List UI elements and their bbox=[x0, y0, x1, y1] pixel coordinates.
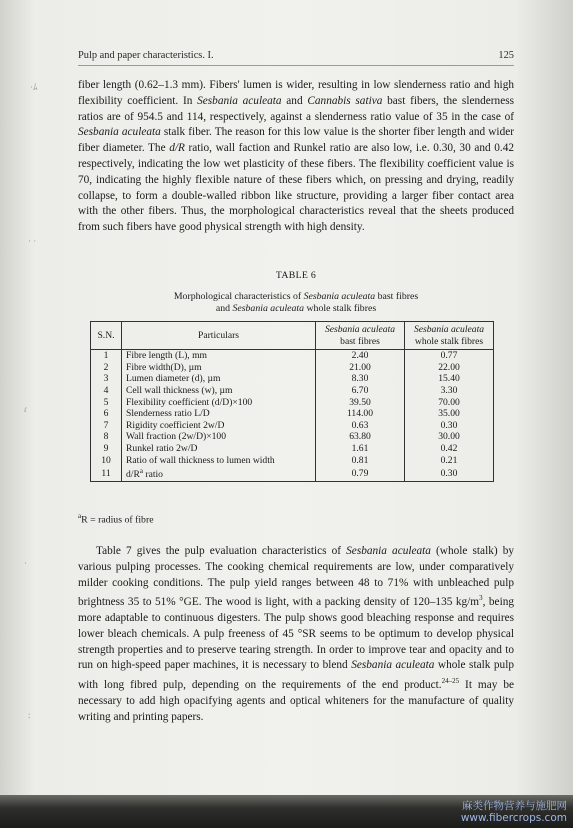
row-particular: Cell wall thickness (w), µm bbox=[122, 385, 316, 397]
row-sn: 1 bbox=[91, 350, 122, 362]
row-sn: 10 bbox=[91, 455, 122, 467]
header-rule bbox=[78, 65, 514, 66]
row-particular: Slenderness ratio L/D bbox=[122, 408, 316, 420]
scan-speck: ·ﾑ bbox=[30, 82, 38, 92]
table-row bbox=[91, 466, 494, 481]
row-stalk-value: 0.30 bbox=[405, 466, 494, 481]
table-row bbox=[91, 373, 494, 385]
row-bast-value: 21.00 bbox=[316, 362, 405, 374]
table-row bbox=[91, 455, 494, 467]
table-row bbox=[91, 443, 494, 455]
row-sn: 9 bbox=[91, 443, 122, 455]
row-stalk-value: 35.00 bbox=[405, 408, 494, 420]
row-bast-value: 0.81 bbox=[316, 455, 405, 467]
row-stalk-value: 22.00 bbox=[405, 362, 494, 374]
row-sn: 3 bbox=[91, 373, 122, 385]
table-number: TABLE 6 bbox=[275, 270, 317, 281]
scan-speck: · bbox=[24, 558, 27, 568]
row-sn: 2 bbox=[91, 362, 122, 374]
row-sn: 11 bbox=[91, 466, 122, 481]
scan-speck: · · bbox=[28, 236, 37, 246]
table-row bbox=[91, 397, 494, 409]
row-bast-value: 8.30 bbox=[316, 373, 405, 385]
table-row bbox=[91, 350, 494, 362]
scan-speck: ɾ bbox=[24, 404, 27, 414]
row-stalk-value: 0.77 bbox=[405, 350, 494, 362]
running-title: Pulp and paper characteristics. I. bbox=[78, 50, 214, 61]
row-particular: Flexibility coefficient (d/D)×100 bbox=[122, 397, 316, 409]
site-watermark: 麻类作物营养与施肥网 www.fibercrops.com bbox=[460, 800, 567, 824]
table-row bbox=[91, 362, 494, 374]
header-sn: S.N. bbox=[91, 322, 122, 350]
row-stalk-value: 30.00 bbox=[405, 431, 494, 443]
header-stalk: Sesbania aculeata whole stalk fibres bbox=[405, 322, 494, 350]
table-row bbox=[91, 420, 494, 432]
scan-speck: : bbox=[28, 710, 31, 720]
row-particular: Wall fraction (2w/D)×100 bbox=[122, 431, 316, 443]
body-paragraph-1: fiber length (0.62–1.3 mm). Fibers' lumen is wider, resulting in low slenderness ratio and high flexibility coefficient. In Sesbania aculeata and Cannabis sativa bast fibers, the slenderness ratios are of 954.5 and 114, respectively, against a slenderness ratio value of 35 in the case of Sesbania aculeata stalk fiber. The reason for this low value is the shorter fiber length and wider fiber diameter. The d/R ratio, wall faction and Runkel ratio are also low, i.e. 0.30, 30 and 0.42 respectively, indicating the low wet plasticity of these fibers. The flexibility coefficient value is 70, indicating the highly flexible nature of these fibers which, on pressing and drying, readily collapse, to form a double-walled ribbon like structure, providing a larger fiber contact area with the other fibers. Thus, the morphological characteristics reveal that the sheets produced from such fibers have good physical strength with high density. bbox=[78, 79, 515, 234]
header-bast: Sesbania aculeata bast fibres bbox=[316, 322, 405, 350]
table-row bbox=[91, 431, 494, 443]
row-particular: Lumen diameter (d), µm bbox=[122, 373, 316, 385]
header-particulars: Particulars bbox=[122, 322, 316, 350]
row-bast-value: 39.50 bbox=[316, 397, 405, 409]
row-stalk-value: 3.30 bbox=[405, 385, 494, 397]
table-footnote: $^a$R = radius of fibre bbox=[78, 512, 154, 526]
row-bast-value: 6.70 bbox=[316, 385, 405, 397]
row-stalk-value: 0.30 bbox=[405, 420, 494, 432]
row-particular: Rigidity coefficient 2w/D bbox=[122, 420, 316, 432]
row-sn: 7 bbox=[91, 420, 122, 432]
row-sn: 8 bbox=[91, 431, 122, 443]
table-row bbox=[91, 408, 494, 420]
row-bast-value: 114.00 bbox=[316, 408, 405, 420]
row-bast-value: 63.80 bbox=[316, 431, 405, 443]
table-header-row bbox=[91, 322, 494, 350]
row-stalk-value: 15.40 bbox=[405, 373, 494, 385]
table-row bbox=[91, 385, 494, 397]
row-particular: $d/R^a$ ratio bbox=[122, 466, 316, 481]
row-sn: 6 bbox=[91, 408, 122, 420]
row-particular: Fibre width(D), µm bbox=[122, 362, 316, 374]
row-bast-value: 2.40 bbox=[316, 350, 405, 362]
table-title-line-1: Morphological characteristics of Sesbania aculeata bast fibres bbox=[173, 291, 419, 302]
row-stalk-value: 70.00 bbox=[405, 397, 494, 409]
row-stalk-value: 0.21 bbox=[405, 455, 494, 467]
morphology-table bbox=[90, 321, 494, 482]
row-particular: Fibre length (L), mm bbox=[122, 350, 316, 362]
table-caption bbox=[78, 270, 514, 315]
row-particular: Runkel ratio 2w/D bbox=[122, 443, 316, 455]
row-bast-value: 0.79 bbox=[316, 466, 405, 481]
row-particular: Ratio of wall thickness to lumen width bbox=[122, 455, 316, 467]
row-stalk-value: 0.42 bbox=[405, 443, 494, 455]
running-header bbox=[78, 50, 514, 61]
page-number: 125 bbox=[498, 50, 514, 61]
table-title-line-2: and Sesbania aculeata whole stalk fibres bbox=[215, 303, 377, 314]
row-bast-value: 1.61 bbox=[316, 443, 405, 455]
body-paragraph-2: Table 7 gives the pulp evaluation characteristics of Sesbania aculeata (whole stalk) by various pulping processes. The cooking chemical requirements are low, under comparatively milder cooking conditions. The pulp yield ranges between 48 to 71% with unbleached pulp brightness 35 to 51% °GE. The wood is light, with a packing density of 120–135 $kg/m^3$, being more adaptable to continuous digesters. The pulp shows good bleaching response and requires lower bleach chemicals. A pulp freeness of 45 °SR seems to be optimum to develop physical strength properties and to preserve tearing strength. In order to improve tear and opacity and to run on high-speed paper machines, it is necessary to blend Sesbania aculeata whole stalk pulp with long fibred pulp, depending on the requirements of the end product.$^{24-25}$ It may be necessary to add high opacifying agents and optical whiteners for the manufacture of quality writing and printing papers. bbox=[78, 545, 515, 723]
row-bast-value: 0.63 bbox=[316, 420, 405, 432]
row-sn: 4 bbox=[91, 385, 122, 397]
row-sn: 5 bbox=[91, 397, 122, 409]
